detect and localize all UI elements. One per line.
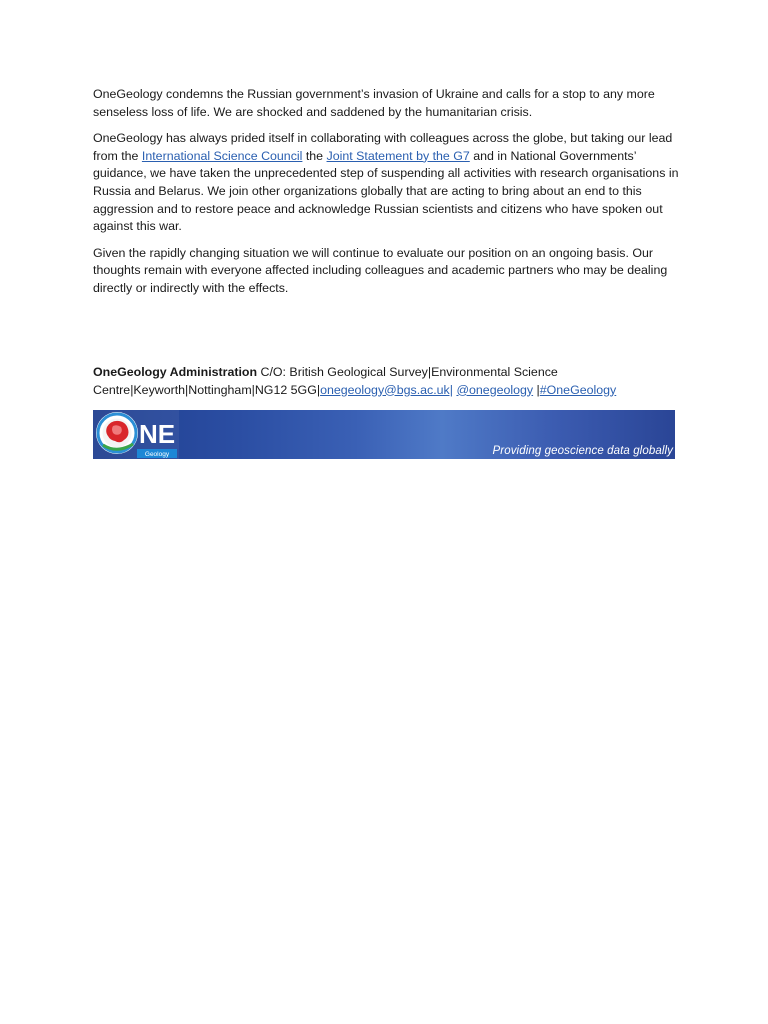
paragraph-2: OneGeology has always prided itself in collaborating with colleagues across the globe, but taking our lead from the International Science Council the Joint Statement by the G7 and in National Governments’ guidance, we have taken the unprecedented step of suspending all activities with research organisations in Russia and Belarus. We join other organizations globally that are acting to bring about an end to this aggression and to restore peace and acknowledge Russian scientists and citizens who have spoken out against this war. [93, 131, 679, 234]
onegeology-logo [93, 410, 179, 459]
logo-text: NE [139, 419, 176, 449]
org-name: OneGeology Administration [93, 365, 258, 379]
contact-footer: OneGeology Administration C/O: British Geological Survey|Environmental Science Centre|Keyworth|Nottingham|NG12 5GG|onegeology@bgs.ac.uk| @onegeology |#OneGeology [93, 365, 617, 397]
twitter-link[interactable]: @onegeology [456, 382, 534, 397]
international-science-council-link[interactable]: International Science Council [141, 148, 303, 163]
paragraph-3: Given the rapidly changing situation we will continue to evaluate our position on an ongoing basis. Our thoughts remain with everyone affected including colleagues and academic partners who may be dealing directly or indirectly with the effects. [93, 245, 668, 295]
logo-subtext: Geology [144, 451, 170, 458]
email-link[interactable]: onegeology@bgs.ac.uk| [320, 382, 453, 397]
statement-body [93, 86, 679, 307]
address: C/O: British Geological Survey|Environmental Science Centre|Keyworth|Nottingham|NG12 5GG| [93, 365, 558, 397]
g7-joint-statement-link[interactable]: Joint Statement by the G7 [326, 148, 470, 163]
onegeology-banner [93, 410, 675, 459]
banner-tagline: Providing geoscience data globally [492, 445, 673, 457]
paragraph-1: OneGeology condemns the Russian government’s invasion of Ukraine and calls for a stop to any more senseless loss of life. We are shocked and saddened by the humanitarian crisis. [93, 87, 655, 119]
hashtag-link[interactable]: #OneGeology [539, 382, 617, 397]
